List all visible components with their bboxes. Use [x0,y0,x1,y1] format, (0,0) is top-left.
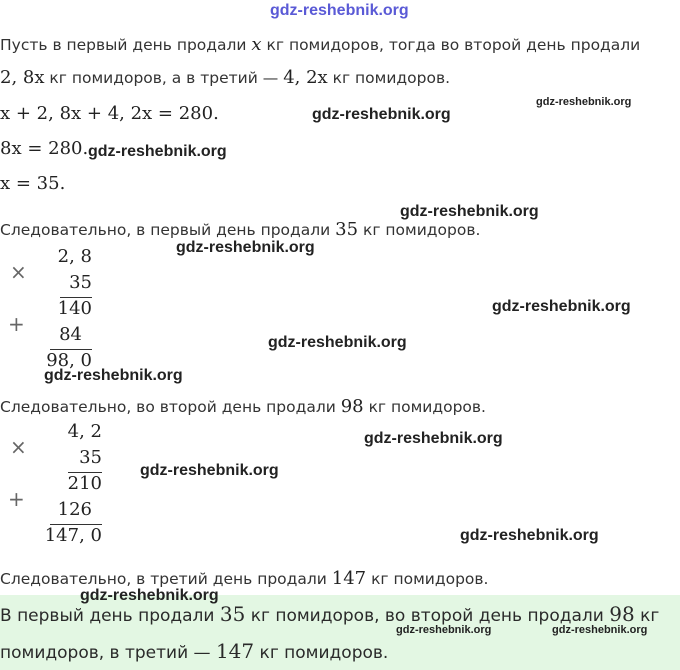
answer-value-day1: 35 [219,602,246,626]
multiply-sign: × [10,260,27,284]
header-watermark[interactable]: gdz-reshebnik.org [270,2,409,19]
plus-sign: + [8,312,25,336]
step3-conclusion [0,568,488,589]
answer-text: кг помидоров, во второй день продали [245,606,610,626]
answer-line-1 [0,602,659,626]
answer-text: помидоров, в третий — [0,643,216,663]
intro-text: кг помидоров, тогда во второй день продали [261,36,641,54]
watermark-text: gdz-reshebnik.org [460,527,599,544]
step1-value: 35 [335,219,359,240]
watermark-text: gdz-reshebnik.org [268,334,407,351]
step3-text: кг помидоров. [366,570,489,588]
partial-product-2: 126 [57,499,92,520]
step1-text: Следовательно, в первый день продали [0,221,336,239]
watermark-text: gdz-reshebnik.org [364,430,503,447]
answer-text: кг помидоров. [254,643,389,663]
expr-second-day: 2, 8x [0,67,45,88]
partial-product-2: 84 [59,324,82,345]
multiply-sign: × [10,435,27,459]
intro-line-2 [0,67,450,88]
answer-value-day3: 147 [215,639,255,663]
variable-x: x [251,34,262,55]
watermark-text: gdz-reshebnik.org [536,96,632,108]
intro-line-1 [0,34,640,55]
watermark-text: gdz-reshebnik.org [176,239,315,256]
factor-a: 2, 8 [57,246,92,267]
product-result: 147, 0 [44,525,102,546]
step2-text: Следовательно, во второй день продали [0,398,341,416]
partial-product-1: 210 [67,473,102,494]
watermark-text: gdz-reshebnik.org [88,143,227,160]
watermark-text: gdz-reshebnik.org [492,298,631,315]
step1-conclusion [0,219,480,240]
intro-text: кг помидоров, а в третий — [44,69,284,87]
watermark-text: gdz-reshebnik.org [44,367,183,384]
equation-2: 8x = 280. [0,138,89,159]
step1-text: кг помидоров. [358,221,481,239]
answer-value-day2: 98 [609,602,635,626]
intro-text: Пусть в первый день продали [0,36,252,54]
step3-text: Следовательно, в третий день продали [0,570,332,588]
partial-product-1: 140 [57,298,92,319]
intro-text: кг помидоров. [327,69,451,87]
equation-3: x = 35. [0,173,66,194]
watermark-text: gdz-reshebnik.org [396,624,492,636]
step2-conclusion [0,396,486,417]
answer-text: кг [634,606,660,626]
watermark-text: gdz-reshebnik.org [312,106,451,123]
watermark-text: gdz-reshebnik.org [552,624,648,636]
expr-third-day: 4, 2x [283,67,328,88]
answer-line-2 [0,639,388,663]
equation-1: x + 2, 8x + 4, 2x = 280. [0,103,219,124]
product-result: 98, 0 [46,350,92,371]
watermark-text: gdz-reshebnik.org [80,587,219,604]
factor-a: 4, 2 [67,421,102,442]
step2-value: 98 [340,396,364,417]
watermark-text: gdz-reshebnik.org [140,462,279,479]
factor-b: 35 [79,447,102,468]
step3-value: 147 [331,568,367,589]
plus-sign: + [8,487,25,511]
answer-text: В первый день продали [0,606,220,626]
factor-b: 35 [69,272,92,293]
watermark-text: gdz-reshebnik.org [400,203,539,220]
step2-text: кг помидоров. [363,398,486,416]
